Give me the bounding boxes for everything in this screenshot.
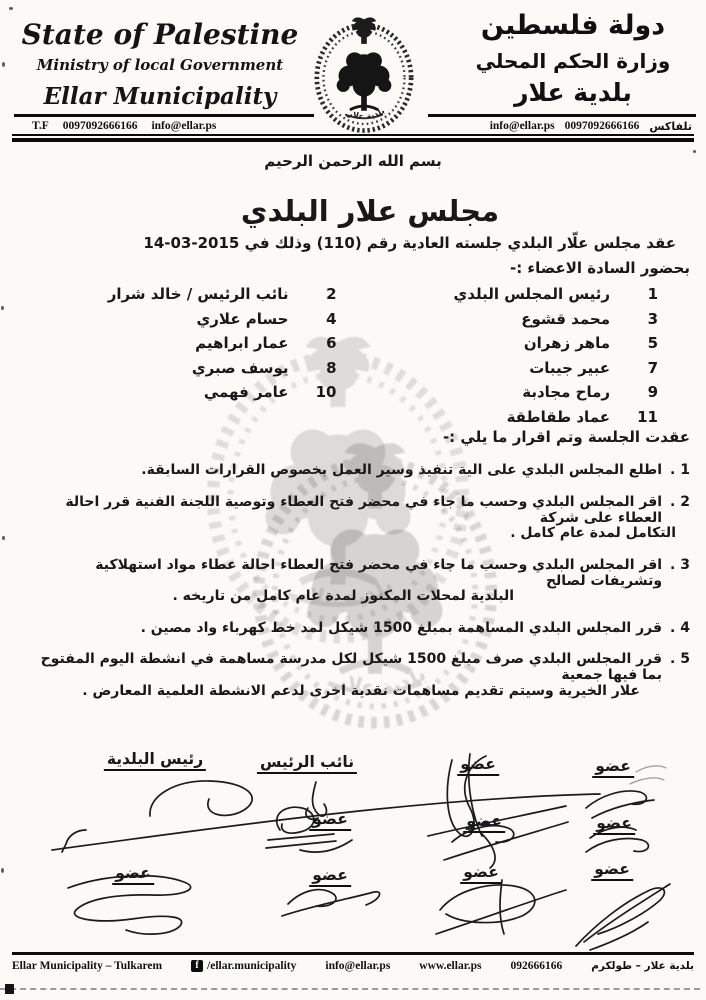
member-signature-label: عضو	[309, 810, 351, 831]
header-english	[12, 20, 308, 109]
attendee-row: 8 يوسف صبري	[191, 358, 337, 377]
attendee-row: 3 محمد قشوع	[521, 309, 658, 328]
seal-text: بلدية علار	[346, 105, 387, 122]
document-title: مجلس علار البلدي	[240, 194, 500, 228]
deputy-signature-label: نائب الرئيس	[257, 753, 357, 774]
header-contact-right	[428, 114, 696, 133]
resolution-item-continuation: علار الخيرية وسيتم تقديم مساهمات نقدية اخرى لدعم الانشطة العلمية المعارض .	[82, 682, 640, 699]
scan-speck	[1, 868, 4, 873]
footer-email: info@ellar.ps	[325, 960, 391, 972]
email-address: info@ellar.ps	[151, 120, 217, 132]
scan-speck	[1, 306, 4, 310]
municipality-title-ar: بلدية علار	[514, 78, 632, 107]
footer-org-arabic: بلدية علار – طولكرم	[591, 960, 694, 972]
attendee-row: 4 حسام علاري	[196, 309, 337, 328]
phone-number: 0097092666166	[564, 120, 640, 132]
attendee-row: 2 نائب الرئيس / خالد شرار	[107, 285, 337, 303]
member-signature-label: عضو	[457, 755, 499, 776]
tf-label: T.F	[32, 120, 49, 132]
resolution-item: 1 . اطلع المجلس البلدي على الية تنفيذ وسير العمل بخصوص القرارات السابقة.	[141, 462, 690, 478]
attendee-row: 10 عامر فهمي	[203, 383, 337, 401]
attendees-heading: بحضور السادة الاعضاء :-	[509, 259, 690, 277]
signatures-section	[0, 738, 706, 956]
email-address: info@ellar.ps	[489, 120, 555, 132]
header-divider	[12, 134, 694, 142]
footer-facebook	[191, 960, 296, 972]
municipality-title-en: Ellar Municipality	[43, 83, 277, 110]
basmala-line: بسم الله الرحمن الرحيم	[264, 152, 442, 170]
footer-website: www.ellar.ps	[419, 960, 482, 972]
session-intro-line: عقد مجلس علّار البلدي جلسته العادية رقم (110) وذلك في 2015-03-14	[143, 234, 676, 252]
resolution-item: 2 . اقر المجلس البلدي وحسب ما جاء في محضر فتح العطاء وتوصية اللجنة الفنية قرر احالة العطاء على شركة	[65, 493, 690, 526]
scan-artifact	[5, 984, 14, 994]
state-title-en: State of Palestine	[21, 18, 299, 51]
footer-bar	[12, 952, 694, 972]
header-contact-left	[14, 114, 314, 132]
member-signature-label: عضو	[592, 757, 634, 778]
member-signature-label: عضو	[112, 864, 154, 885]
facebook-icon	[191, 960, 203, 972]
footer-bottom-rule	[0, 988, 700, 990]
attendee-row: 7 عبير جيبات	[529, 358, 658, 377]
resolution-item: 4 . قرر المجلس البلدي المساهمة بمبلغ 1500 شيكل لمد خط كهرباء واد مصين .	[140, 619, 690, 636]
attendee-row: 1 رئيس المجلس البلدي	[453, 285, 658, 303]
attendee-row: 11 عماد طقاطقة	[506, 407, 658, 426]
member-signature-label: عضو	[591, 860, 633, 881]
attendee-row: 5 ماهر زهران	[523, 334, 658, 352]
phone-number: 0097092666166	[62, 120, 138, 132]
resolution-item-continuation: البلدية لمحلات المكنوز لمدة عام كامل من تاريخه .	[172, 588, 514, 604]
fax-label: تلفاكس	[649, 120, 692, 133]
ellar-municipality-seal-icon	[292, 8, 436, 140]
mayor-signature-label: رئيس البلدية	[104, 750, 206, 771]
scan-speck	[2, 536, 5, 540]
member-signature-label: عضو	[460, 863, 502, 884]
member-signature-label: عضو	[309, 866, 351, 887]
resolutions-list	[26, 462, 690, 714]
header-arabic	[448, 10, 698, 108]
resolutions-heading: عقدت الجلسة وتم اقرار ما يلي :-	[442, 428, 690, 446]
attendees-list	[70, 285, 658, 432]
ministry-title-ar: وزارة الحكم المحلي	[475, 49, 671, 73]
scan-speck	[9, 7, 13, 10]
ministry-title-en: Ministry of local Government	[36, 56, 284, 74]
member-signature-label: عضو	[463, 812, 505, 833]
attendee-row: 9 رماح مجادبة	[522, 383, 658, 401]
resolution-item: 3 . اقر المجلس البلدي وحسب ما جاء في محضر فتح العطاء احالة عطاء مواد استهلاكية وتشريفات لصالح	[95, 556, 690, 589]
resolution-item-continuation: التكامل لمدة عام كامل .	[510, 525, 676, 541]
footer-phone: 092666166	[510, 960, 563, 972]
member-signature-label: عضو	[593, 814, 635, 835]
resolution-item: 5 . قرر المجلس البلدي صرف مبلغ 1500 شيكل لكل مدرسة مساهمة في انشطة اليوم المفتوح بما فيها جمعية	[40, 651, 690, 683]
scan-speck	[2, 62, 5, 67]
state-title-ar: دولة فلسطين	[480, 10, 666, 41]
facebook-handle: /ellar.municipality	[207, 960, 297, 972]
footer-org-english: Ellar Municipality – Tulkarem	[12, 960, 163, 972]
scan-speck	[693, 150, 696, 153]
handwritten-signatures	[0, 738, 706, 956]
attendee-row: 6 عمار ابراهيم	[195, 334, 337, 352]
